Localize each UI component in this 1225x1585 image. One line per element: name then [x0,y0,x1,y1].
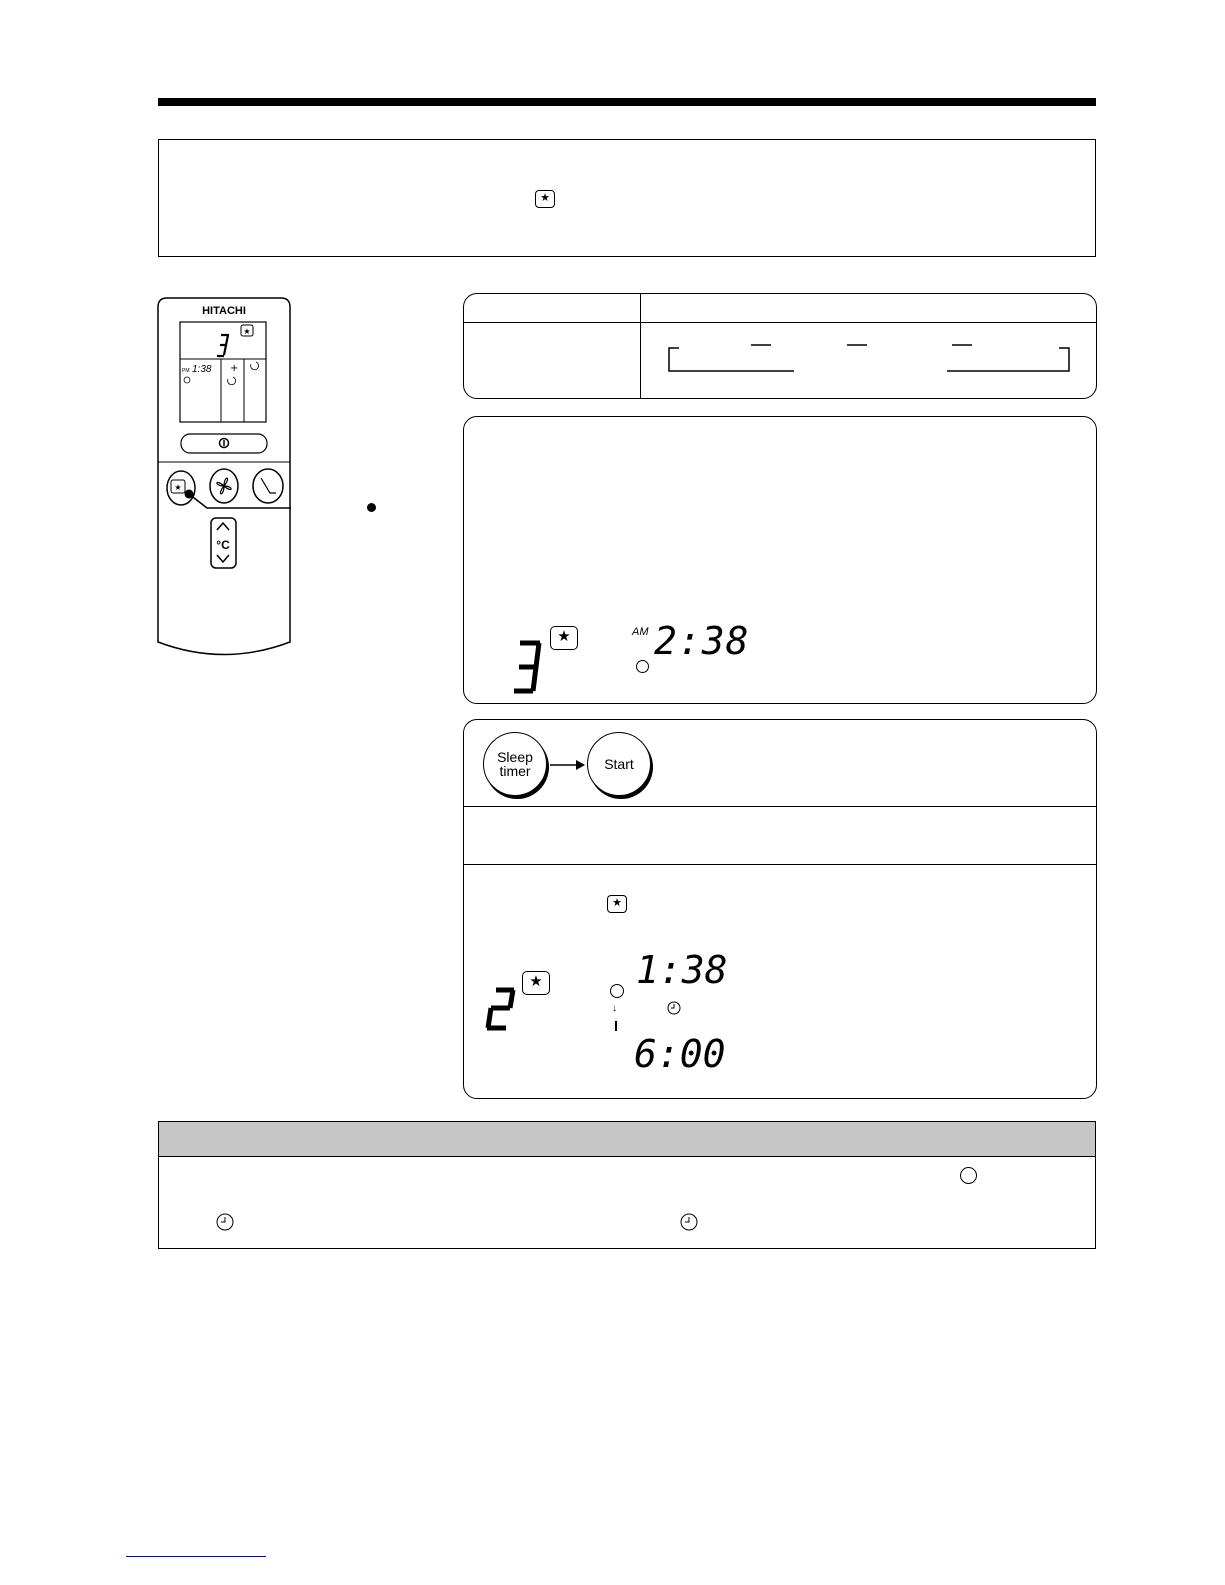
arrow-down-icon: ↓ [612,1003,617,1014]
svg-text:★: ★ [174,483,182,492]
timer-clock-icon [216,1213,234,1231]
arrow-right-icon [550,758,586,772]
off-time-readout: 6:00 [634,1032,726,1076]
sequence-diagram [659,334,1079,374]
sleep-timer-button[interactable]: Sleep timer [483,732,547,796]
ampm-label: AM [632,626,649,638]
remote-control [157,297,291,659]
star-button-icon: ★ [535,190,555,208]
clock-readout: 2:38 [654,619,750,663]
header-rule [158,98,1096,106]
mode-circle-icon [610,984,624,998]
svg-text:PM: PM [182,368,190,374]
svg-text:+: + [230,363,239,374]
timer-clock-icon [667,1001,681,1015]
svg-text:★: ★ [243,327,251,336]
start-button[interactable]: Start [587,732,651,796]
mode-circle-icon [960,1167,977,1184]
svg-text:1:38: 1:38 [192,364,212,375]
star-icon: ★ [607,895,627,913]
svg-text:°C: °C [216,538,230,552]
mode-table [463,293,1097,399]
sleep-timer-panel [463,719,1097,1099]
callout-end-dot [367,503,376,512]
intro-box [158,139,1096,257]
note-body [158,1156,1096,1249]
footer-link-underline[interactable] [126,1556,266,1557]
example-display-1 [463,416,1097,704]
timer-bar-icon [615,1021,617,1031]
mode-circle-icon [636,660,649,673]
note-header [158,1121,1096,1157]
star-icon: ★ [550,626,578,650]
star-icon: ★ [522,971,550,995]
timer-clock-icon [680,1213,698,1231]
brand-logo: HITACHI [202,305,246,317]
swing-button [253,469,283,503]
clock-readout: 1:38 [636,948,728,992]
